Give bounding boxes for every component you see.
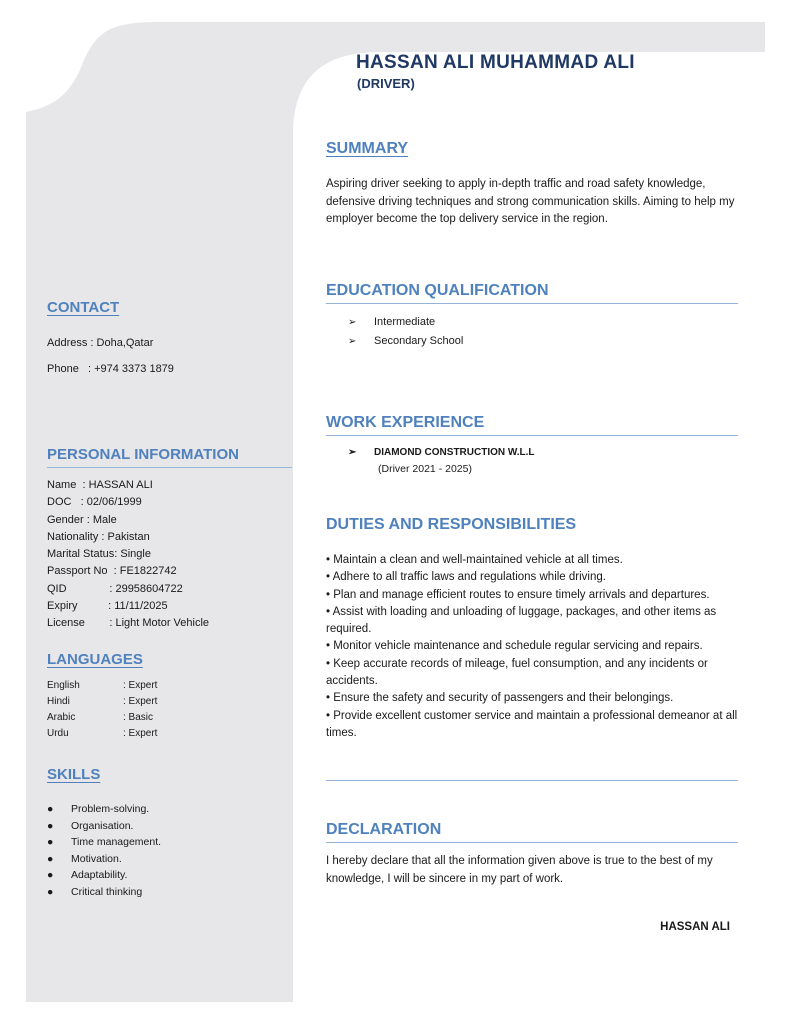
skill-item: ● Motivation. (47, 851, 161, 868)
personal-row: Gender : Male (47, 513, 117, 526)
declaration-heading: DECLARATION (326, 821, 442, 838)
personal-row: DOC : 02/06/1999 (47, 496, 142, 509)
declaration-text: I hereby declare that all the information given above is true to the best of my knowledge, I will be sincere in my part of work. (326, 855, 713, 885)
signature-name: HASSAN ALI (660, 921, 730, 933)
skill-item: ● Adaptability. (47, 867, 161, 884)
summary-heading: SUMMARY (326, 140, 409, 157)
work-heading: WORK EXPERIENCE (326, 414, 485, 431)
dot-bullet-icon: ● (47, 852, 54, 865)
skill-item: ● Critical thinking (47, 884, 161, 901)
language-level: : Expert (123, 728, 158, 739)
language-level: : Expert (123, 696, 158, 707)
education-rule (326, 303, 738, 304)
personal-row: Nationality : Pakistan (47, 530, 150, 543)
personal-row: License : Light Motor Vehicle (47, 617, 210, 630)
education-item: ➢ Secondary School (348, 332, 463, 351)
arrowhead-bullet-icon: ➢ (348, 447, 357, 458)
duties-list (326, 552, 738, 742)
personal-row: QID : 29958604722 (47, 582, 183, 595)
work-company: DIAMOND CONSTRUCTION W.L.L (374, 447, 535, 458)
language-level: : Expert (123, 680, 158, 691)
personal-info-list (47, 477, 292, 633)
arrowhead-bullet-icon: ➢ (348, 317, 357, 328)
work-rule (326, 435, 738, 436)
education-heading: EDUCATION QUALIFICATION (326, 282, 549, 299)
duties-heading: DUTIES AND RESPONSIBILITIES (326, 516, 577, 533)
duty-item: • Monitor vehicle maintenance and schedule regular servicing and repairs. (326, 640, 703, 653)
skills-list (47, 801, 161, 900)
work-company-line (348, 446, 535, 460)
summary-text: Aspiring driver seeking to apply in-depth traffic and road safety knowledge, defensive driving techniques and strong communication skills. Aiming to help my employer become the top delivery service in the region. (326, 178, 735, 225)
language-row (47, 678, 157, 694)
work-entry (348, 446, 535, 478)
arrowhead-bullet-icon: ➢ (348, 336, 357, 347)
education-item: ➢ Intermediate (348, 313, 463, 332)
education-list (348, 313, 463, 351)
personal-row: Passport No : FE1822742 (47, 565, 177, 578)
dot-bullet-icon: ● (47, 869, 54, 881)
language-name: Urdu (47, 728, 69, 739)
candidate-name: HASSAN ALI MUHAMMAD ALI (356, 52, 635, 73)
dot-bullet-icon: ● (47, 803, 54, 815)
language-name: Hindi (47, 696, 70, 707)
language-level: : Basic (123, 712, 154, 723)
duty-item: • Provide excellent customer service and maintain a professional demeanor at all times. (326, 709, 738, 739)
skill-item: ● Organisation. (47, 818, 161, 835)
skills-heading: SKILLS (47, 766, 101, 783)
contact-heading: CONTACT (47, 299, 120, 316)
work-detail: (Driver 2021 - 2025) (378, 463, 472, 475)
candidate-role: (DRIVER) (357, 76, 415, 91)
language-row (47, 710, 157, 726)
declaration-rule (326, 842, 738, 843)
duty-item: • Keep accurate records of mileage, fuel consumption, and any incidents or accidents. (326, 657, 708, 688)
personal-info-rule (47, 467, 292, 468)
contact-phone: Phone : +974 3373 1879 (47, 363, 174, 375)
duties-rule (326, 780, 738, 781)
personal-info-heading: PERSONAL INFORMATION (47, 446, 239, 463)
language-name: English (47, 680, 80, 691)
personal-row: Marital Status: Single (47, 548, 151, 561)
contact-address: Address : Doha,Qatar (47, 337, 154, 349)
duty-item: • Adhere to all traffic laws and regulations while driving. (326, 571, 606, 584)
skill-item: ● Problem-solving. (47, 801, 161, 818)
dot-bullet-icon: ● (47, 836, 54, 848)
skill-item: ● Time management. (47, 834, 161, 851)
languages-list (47, 678, 157, 742)
personal-row: Name : HASSAN ALI (47, 479, 153, 491)
duty-item: • Ensure the safety and security of passengers and their belongings. (326, 692, 674, 705)
duty-item: • Plan and manage efficient routes to ensure timely arrivals and departures. (326, 588, 710, 601)
language-row (47, 694, 157, 710)
dot-bullet-icon: ● (47, 819, 54, 832)
languages-heading: LANGUAGES (47, 651, 143, 668)
language-row (47, 726, 157, 742)
personal-row: Expiry : 11/11/2025 (47, 600, 168, 613)
duty-item: • Assist with loading and unloading of luggage, packages, and other items as required. (326, 605, 717, 636)
duty-item: • Maintain a clean and well-maintained vehicle at all times. (326, 554, 623, 566)
language-name: Arabic (47, 712, 76, 723)
dot-bullet-icon: ● (47, 885, 54, 898)
